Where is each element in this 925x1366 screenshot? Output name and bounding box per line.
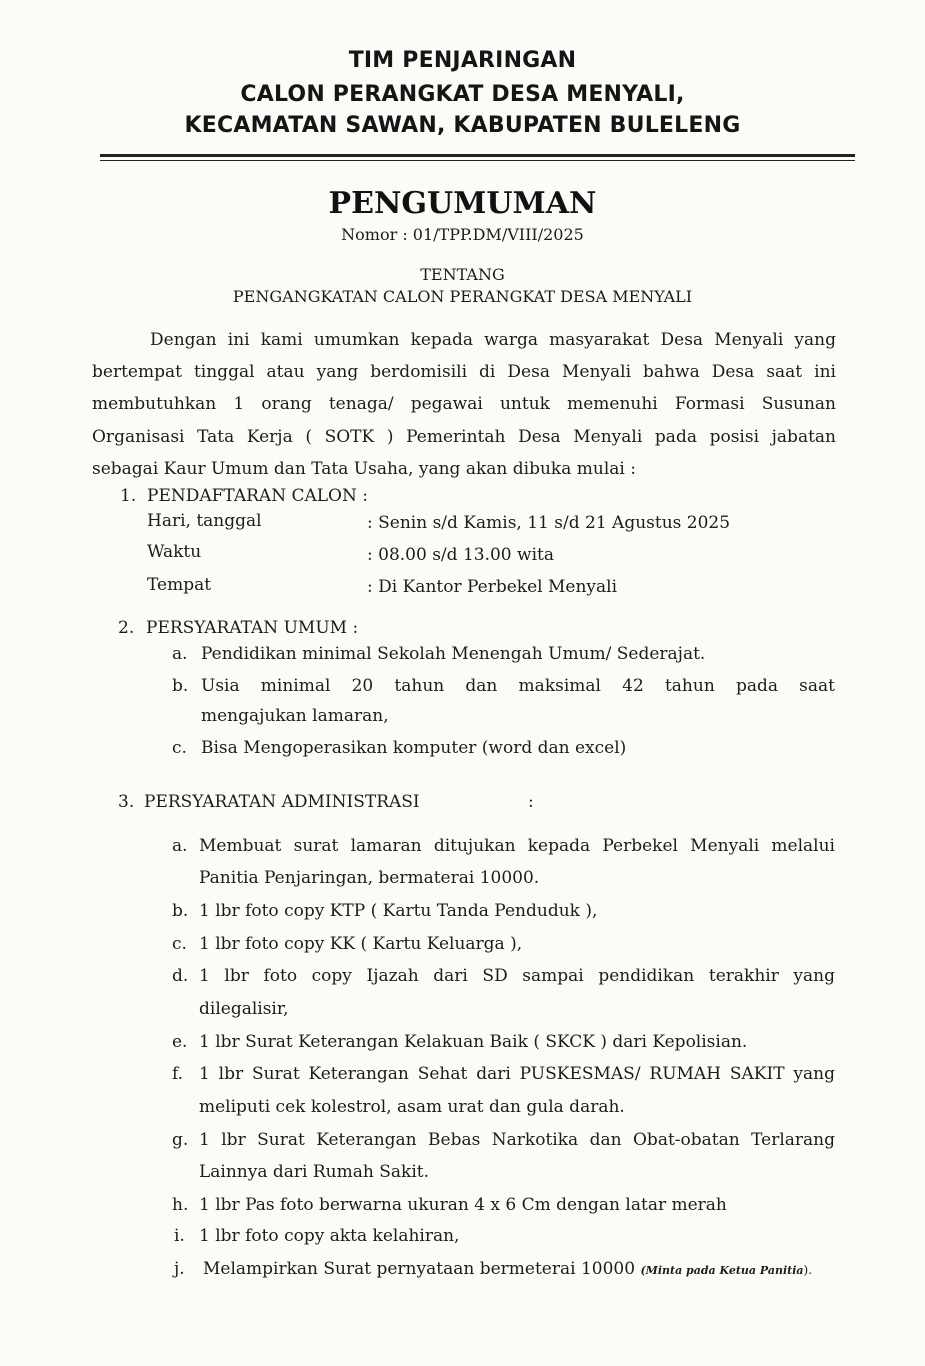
list-item: Usia minimal 20 tahun dan maksimal 42 tahun pada saat (201, 676, 835, 696)
letterhead-line-3: KECAMATAN SAWAN, KABUPATEN BULELENG (184, 113, 741, 138)
letterhead-rule-thin (100, 160, 855, 161)
letterhead-rule-thick (100, 154, 855, 157)
list-item: Pendidikan minimal Sekolah Menengah Umum/ Sederajat. (201, 644, 706, 664)
list-item-letter: a. (172, 836, 188, 856)
letterhead-line-2: CALON PERANGKAT DESA MENYALI, (240, 82, 685, 107)
list-item: 1 lbr Surat Keterangan Kelakuan Baik ( SKCK ) dari Kepolisian. (199, 1032, 748, 1052)
waktu-value: : 08.00 s/d 13.00 wita (367, 545, 554, 565)
list-item: 1 lbr foto copy akta kelahiran, (199, 1226, 460, 1246)
list-item-continuation: Lainnya dari Rumah Sakit. (199, 1162, 429, 1182)
tempat-value: : Di Kantor Perbekel Menyali (367, 577, 618, 597)
document-title: PENGUMUMAN (328, 186, 597, 221)
list-item (203, 1259, 812, 1279)
list-item-letter: c. (172, 934, 187, 954)
list-item-continuation: Panitia Penjaringan, bermaterai 10000. (199, 868, 540, 888)
intro-line: Dengan ini kami umumkan kepada warga masyarakat Desa Menyali yang (150, 330, 836, 350)
list-item-letter: d. (172, 966, 189, 986)
panitia-note: (Minta pada Ketua Panitia (640, 1264, 804, 1277)
document-subject: PENGANGKATAN CALON PERANGKAT DESA MENYALI (232, 287, 693, 306)
intro-line: Organisasi Tata Kerja ( SOTK ) Pemerintah Desa Menyali pada posisi jabatan (92, 426, 836, 447)
panitia-note-end: ). (803, 1263, 813, 1277)
hari-tanggal-label: Hari, tanggal (147, 511, 262, 531)
list-item: 1 lbr Surat Keterangan Bebas Narkotika dan Obat-obatan Terlarang (199, 1130, 835, 1150)
list-item: 1 lbr Pas foto berwarna ukuran 4 x 6 Cm dengan latar merah (199, 1195, 727, 1215)
list-item-letter: h. (172, 1195, 189, 1215)
list-item-text: Melampirkan Surat pernyataan bermeterai 10000 (203, 1259, 641, 1279)
intro-line: bertempat tinggal atau yang berdomisili di Desa Menyali bahwa Desa saat ini (92, 362, 836, 383)
hari-tanggal-value: : Senin s/d Kamis, 11 s/d 21 Agustus 2025 (367, 513, 731, 533)
tempat-label: Tempat (147, 575, 212, 595)
intro-line: sebagai Kaur Umum dan Tata Usaha, yang akan dibuka mulai : (92, 458, 636, 479)
list-item-letter: c. (172, 738, 187, 758)
section-2-heading: PERSYARATAN UMUM : (146, 618, 359, 638)
section-2-number: 2. (118, 618, 135, 638)
list-item-letter: b. (172, 901, 189, 921)
section-3-heading: PERSYARATAN ADMINISTRASI (144, 792, 420, 812)
section-3-colon: : (528, 792, 534, 812)
waktu-label: Waktu (147, 542, 202, 562)
list-item-continuation: dilegalisir, (199, 999, 289, 1019)
intro-line: membutuhkan 1 orang tenaga/ pegawai untuk memenuhi Formasi Susunan (92, 394, 836, 415)
list-item-letter: a. (172, 644, 188, 664)
list-item: 1 lbr Surat Keterangan Sehat dari PUSKESMAS/ RUMAH SAKIT yang (199, 1064, 835, 1084)
section-1-number: 1. (120, 486, 137, 506)
list-item: Membuat surat lamaran ditujukan kepada Perbekel Menyali melalui (199, 836, 835, 856)
list-item-letter: e. (172, 1032, 188, 1052)
list-item-letter: j. (174, 1259, 185, 1279)
list-item-continuation: mengajukan lamaran, (201, 706, 389, 726)
list-item: 1 lbr foto copy KTP ( Kartu Tanda Penduduk ), (199, 901, 598, 921)
document-number: Nomor : 01/TPP.DM/VIII/2025 (341, 225, 584, 244)
list-item-continuation: meliputi cek kolestrol, asam urat dan gula darah. (199, 1097, 625, 1117)
section-1-heading: PENDAFTARAN CALON : (147, 486, 368, 506)
list-item-letter: b. (172, 676, 189, 696)
letterhead-line-1: TIM PENJARINGAN (348, 48, 577, 73)
list-item-letter: i. (174, 1226, 185, 1246)
list-item-letter: f. (172, 1064, 184, 1084)
tentang-label: TENTANG (420, 265, 505, 284)
section-3-number: 3. (118, 792, 135, 812)
list-item: 1 lbr foto copy KK ( Kartu Keluarga ), (199, 934, 523, 954)
list-item-letter: g. (172, 1130, 189, 1150)
list-item: 1 lbr foto copy Ijazah dari SD sampai pendidikan terakhir yang (199, 966, 835, 986)
intro-paragraph (92, 324, 836, 485)
list-item: Bisa Mengoperasikan komputer (word dan excel) (201, 738, 627, 758)
